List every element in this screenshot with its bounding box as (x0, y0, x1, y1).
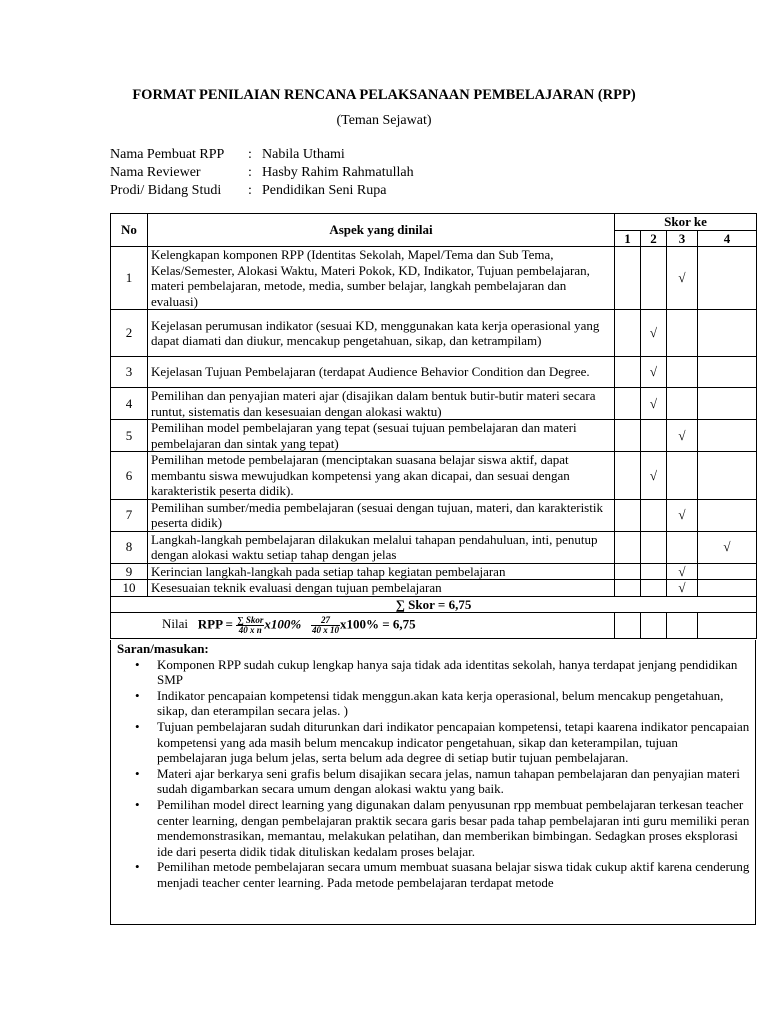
table-row (111, 531, 757, 563)
row-aspect: Pemilihan model pembelajaran yang tepat (sesuai tujuan pembelajaran dan materi pembelajaran dan sintak yang tepat) (148, 420, 615, 452)
score-cell (615, 388, 641, 420)
table-row (111, 247, 757, 310)
result-fraction (311, 616, 340, 635)
suggestion-item (135, 765, 751, 797)
info-value: Pendidikan Seni Rupa (262, 183, 387, 198)
score-cell (641, 420, 667, 452)
info-colon: : (248, 183, 252, 198)
check-mark: √ (649, 395, 658, 411)
suggestion-item (135, 796, 751, 859)
info-block (110, 146, 414, 200)
score-cell (615, 420, 641, 452)
row-number: 6 (111, 452, 148, 500)
suggestion-text: Materi ajar berkarya seni grafis belum disajikan secara jelas, namun tahapan pembelajaran dan penyajian materi sudah digambarkan secara umum dengan alokasi waktu yang baik. (157, 765, 740, 797)
score-cell (641, 531, 667, 563)
suggestion-text: Indikator pencapaian kompetensi tidak menggun.akan kata kerja operasional, belum mencakup pengetahuan, sikap, dan eterampilan secara jelas. ) (157, 687, 724, 719)
row-number: 8 (111, 531, 148, 563)
suggestion-text: Pemilihan model direct learning yang digunakan dalam penyusunan rpp membuat pembelajaran terkesan teacher center learning, dengan pembelajaran praktik secara garis besar pada tahap pembelajaran inti guru memiliki peran mendemonstrasikan, memantau, melakukan pelatihan, dan memberikan bimbingan. Sedagkan proses eksplorasi ide dari peserta didik tidak dituliskan kedalam proses belajar. (157, 796, 750, 859)
info-label: Prodi/ Bidang Studi (110, 183, 222, 198)
score-cell (667, 452, 698, 500)
score-cell (641, 580, 667, 597)
score-cell (641, 247, 667, 310)
rpp-label: RPP = (197, 616, 233, 632)
score-cell (615, 563, 641, 580)
check-mark: √ (723, 539, 731, 555)
score-cell (667, 310, 698, 357)
check-mark: √ (649, 364, 658, 380)
fraction-denominator: 40 x n (238, 625, 262, 635)
info-value: Hasby Rahim Rahmatullah (262, 165, 414, 180)
table-body (111, 247, 757, 597)
row-number: 3 (111, 357, 148, 388)
bullet-icon: • (135, 765, 140, 781)
score-cell (641, 310, 667, 357)
score-cell (698, 613, 757, 639)
score-cell (615, 531, 641, 563)
row-aspect: Kesesuaian teknik evaluasi dengan tujuan pembelajaran (148, 580, 615, 597)
row-aspect: Pemilihan metode pembelajaran (menciptakan suasana belajar siswa aktif, dapat membantu siswa mewujudkan kompetensi yang akan dicapai, dan sesuai dengan karakteristik peserta didik). (148, 452, 615, 500)
table-row (111, 310, 757, 357)
table-row (111, 452, 757, 500)
suggestion-item (135, 718, 751, 766)
suggestion-box (110, 640, 756, 925)
score-cell (667, 247, 698, 310)
info-colon: : (248, 147, 252, 162)
score-cell (641, 452, 667, 500)
score-cell (615, 357, 641, 388)
row-aspect: Kelengkapan komponen RPP (Identitas Sekolah, Mapel/Tema dan Sub Tema, Kelas/Semester, Alokasi Waktu, Materi Pokok, KD, Indikator, Tujuan pembelajaran, materi pembelajaran, metode, media, sumber belajar, langkah pembelajaran dan evaluasi) (148, 247, 615, 310)
bullet-icon: • (135, 859, 140, 875)
sum-row: ∑ Skor = 6,75 (111, 596, 757, 613)
score-cell (667, 531, 698, 563)
suggestion-item (135, 687, 751, 719)
score-cell (698, 499, 757, 531)
suggestion-item (135, 859, 751, 890)
suggestion-item (135, 656, 751, 688)
bullet-icon: • (135, 687, 140, 703)
fraction-denominator: 40 x 10 (312, 625, 339, 635)
check-mark: √ (678, 427, 686, 443)
score-cell (615, 452, 641, 500)
score-cell (698, 420, 757, 452)
table-row (111, 357, 757, 388)
formula-fraction (236, 616, 264, 635)
suggestion-text: Pemilihan metode pembelajaran secara umum membuat suasana belajar siswa tidak cukup aktif karena cenderung menjadi teacher center learning. Pada metode pembelajaran terdapat metode (157, 859, 750, 890)
check-mark: √ (678, 563, 686, 579)
score-cell (615, 499, 641, 531)
score-cell (667, 388, 698, 420)
suggestion-list (117, 657, 751, 891)
score-cell (667, 499, 698, 531)
score-cell (698, 247, 757, 310)
score-cell (698, 580, 757, 597)
info-colon: : (248, 165, 252, 180)
info-value: Nabila Uthami (262, 147, 345, 162)
header-score-1: 1 (615, 230, 641, 247)
row-number: 7 (111, 499, 148, 531)
row-aspect: Langkah-langkah pembelajaran dilakukan melalui tahapan pendahuluan, inti, penutup dengan alokasi waktu setiap tahap dengan jelas (148, 531, 615, 563)
score-cell (615, 247, 641, 310)
info-row-reviewer (110, 164, 414, 182)
score-cell (667, 580, 698, 597)
fraction-numerator: 27 (311, 616, 340, 626)
result-value: x100% = 6,75 (340, 616, 416, 632)
table-row (111, 499, 757, 531)
header-score-3: 3 (667, 230, 698, 247)
bullet-icon: • (135, 656, 140, 672)
score-cell (641, 388, 667, 420)
score-cell (698, 310, 757, 357)
table-row (111, 563, 757, 580)
fraction-numerator: ∑ Skor (237, 615, 264, 625)
row-number: 9 (111, 563, 148, 580)
check-mark: √ (678, 270, 686, 286)
header-no: No (111, 214, 148, 247)
assessment-table (110, 213, 757, 639)
check-mark: √ (649, 325, 658, 341)
score-cell (615, 580, 641, 597)
info-label: Nama Reviewer (110, 165, 201, 180)
score-cell (615, 310, 641, 357)
check-mark: √ (678, 580, 686, 595)
score-cell (641, 499, 667, 531)
table-row (111, 388, 757, 420)
row-aspect: Kejelasan perumusan indikator (sesuai KD, menggunakan kata kerja operasional yang dapat diamati dan diukur, mencakup pengetahuan, sikap, dan ketrampilam) (148, 310, 615, 357)
row-number: 10 (111, 580, 148, 597)
score-cell (641, 563, 667, 580)
info-row-creator (110, 146, 414, 164)
score-cell (615, 613, 641, 639)
suggestion-title: Saran/masukan: (117, 641, 209, 656)
score-cell (698, 563, 757, 580)
document-subtitle: (Teman Sejawat) (336, 113, 432, 128)
bullet-icon: • (135, 796, 140, 812)
bullet-icon: • (135, 718, 140, 734)
table-row (111, 420, 757, 452)
header-score-4: 4 (698, 230, 757, 247)
formula-times: x100% (264, 616, 302, 632)
score-cell (698, 388, 757, 420)
score-cell (698, 452, 757, 500)
check-mark: √ (649, 467, 658, 483)
table-row (111, 580, 757, 597)
suggestion-text: Tujuan pembelajaran sudah diturunkan dari indikator pencapaian kompetensi, tetapi kaarena indikator pencapaian kompetensi yang ada masih belum mencakup indicator pengetahuan, sikap dan keterampilan, tujuan pembelajaran juga belum jelas, serta belum ada degree di setiap butir tujuan pembelajaran. (157, 718, 750, 766)
score-cell (667, 613, 698, 639)
header-skor: Skor ke (615, 214, 757, 231)
row-aspect: Pemilihan dan penyajian materi ajar (disajikan dalam bentuk butir-butir materi secara runtut, sistematis dan kesesuaian dengan alokasi waktu) (148, 388, 615, 420)
score-cell (698, 357, 757, 388)
score-cell (667, 357, 698, 388)
row-aspect: Kerincian langkah-langkah pada setiap tahap kegiatan pembelajaran (148, 563, 615, 580)
row-number: 5 (111, 420, 148, 452)
score-cell (641, 357, 667, 388)
score-cell (641, 613, 667, 639)
row-number: 4 (111, 388, 148, 420)
row-number: 1 (111, 247, 148, 310)
info-row-prodi (110, 182, 414, 200)
nilai-row (111, 613, 615, 639)
info-label: Nama Pembuat RPP (110, 147, 225, 162)
check-mark: √ (678, 507, 686, 523)
suggestion-text: Komponen RPP sudah cukup lengkap hanya saja tidak ada identitas sekolah, hanya terdapat jenjang pendidikan SMP (157, 656, 738, 688)
score-cell (698, 531, 757, 563)
nilai-label: Nilai (162, 616, 188, 632)
document-title: FORMAT PENILAIAN RENCANA PELAKSANAAN PEMBELAJARAN (RPP) (132, 87, 636, 103)
score-cell (667, 563, 698, 580)
row-number: 2 (111, 310, 148, 357)
row-aspect: Kejelasan Tujuan Pembelajaran (terdapat Audience Behavior Condition dan Degree. (148, 357, 615, 388)
score-cell (667, 420, 698, 452)
row-aspect: Pemilihan sumber/media pembelajaran (sesuai dengan tujuan, materi, dan karakteristik peserta didik) (148, 499, 615, 531)
header-score-2: 2 (641, 230, 667, 247)
header-aspek: Aspek yang dinilai (148, 214, 615, 247)
